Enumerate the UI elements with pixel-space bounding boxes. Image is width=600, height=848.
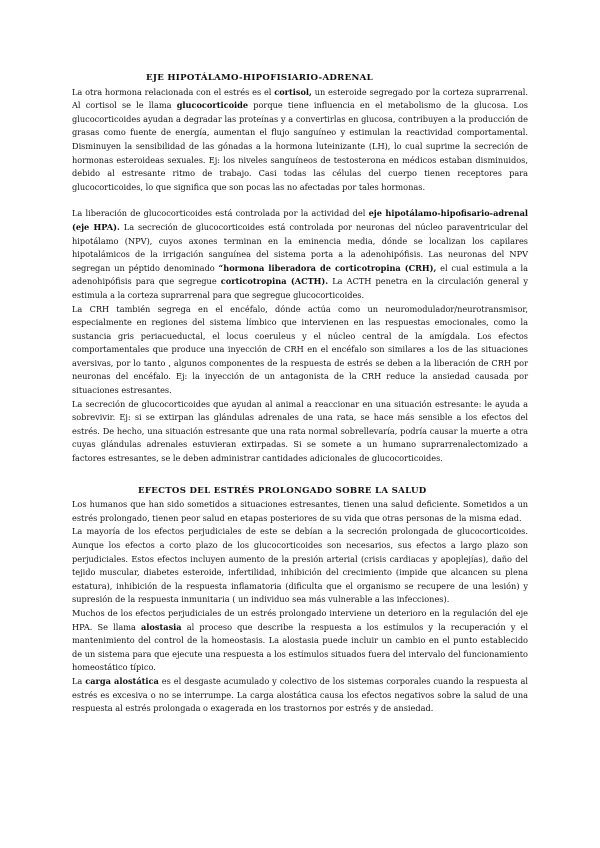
text-run: porque tiene influencia en el metabolismo de la glucosa. Los glucocorticoides ayudan a degradar las proteínas y a convertirlas en glucosa, contribuyen a la producción de grasas como fuente de energía, aumentan el flujo sanguíneo y estimulan la reactividad comportamental. Disminuyen la sensibilidad de las gónadas a la hormona luteinizante (LH), lo cual suprime la secreción de hormonas esteroideas sexuales. Ej: los niveles sanguíneos de testosterona en médicos estaban disminuidos, debido al estresante ritmo de trabajo. Casi todas las células del cuerpo tienen receptores para glucocorticoides, lo que significa que son pocas las no afectadas por tales hormonas. (72, 100, 529, 192)
text-run: es el desgaste acumulado y colectivo de los sistemas corporales cuando la respuesta al estrés es excesiva o no se interrumpe. La carga alostática causa los efectos negativos sobre la salud de una respuesta al estrés prolongada o exagerada en los trastornos por estrés y de ansiedad. (72, 675, 528, 714)
bold-term-acth: corticotropina (ACTH). (220, 276, 329, 287)
text-run: La liberación de glucocorticoides está controlada por la actividad del (72, 208, 369, 219)
paragraph-glucocorticoid-secretion: La secreción de glucocorticoides que ayudan al animal a reaccionar en una situación estresante: le ayuda a sobrevivir. Ej: si se extirpan las glándulas adrenales de una rata, se hace más sensible a los efectos del estrés. De hecho, una situación estresante que una rata normal sobrellevaría, podría causar la muerte a otra cuyas glándulas adrenales estuvieran extirpadas. Si se somete a un humano suprarrenalectomizado a factores estresantes, se le deben administrar cantidades adicionales de glucocorticoides. (72, 398, 528, 464)
paragraph-crh-brain: La CRH también segrega en el encéfalo, dónde actúa como un neuromodulador/neurotransmisor, especialmente en regiones del sistema límbico que intervienen en las respuestas emocionales, como la sustancia gris periacueductal, el locus coeruleus y el núcleo central de la amígdala. Los efectos comportamentales que produce una inyección de CRH en el encéfalo son similares a los de las situaciones aversivas, por lo tanto , algunos componentes de la respuesta de estrés se deben a la liberación de CRH por neuronas del encéfalo. Ej: la inyección de un antagonista de la CRH reduce la ansiedad causada por situaciones estresantes. (72, 303, 528, 396)
bold-term-carga-alostatica: carga alostática (85, 675, 159, 686)
text-run: La ACTH penetra en la circulación general y estimula a la corteza suprarrenal para que segregue glucocorticoides. (72, 276, 529, 300)
paragraph-cortisol (72, 86, 528, 195)
bold-term-cortisol: cortisol, (274, 86, 312, 97)
paragraph-hpa-axis (72, 207, 528, 302)
paragraph-allostatic-load (72, 675, 528, 716)
bold-term-hpa: eje hipotálamo-hipofisario-adrenal (eje HPA). (72, 208, 529, 232)
section-title-hpa: EJE HIPOTÁLAMO-HIPOFISIARIO-ADRENAL (146, 73, 373, 83)
text-run: un esteroide segregado por la corteza suprarrenal. Al cortisol se le llama (72, 86, 528, 111)
paragraph-harmful-effects: La mayoría de los efectos perjudiciales de este se debían a la secreción prolongada de glucocorticoides. Aunque los efectos a corto plazo de los glucocorticoides son necesarios, sus efectos a largo plazo son perjudiciales. Estos efectos incluyen aumento de la presión arterial (crisis cardiacas y apoplejías), daño del tejido muscular, diabetes esteroide, infertilidad, inhibición del crecimiento (impide que alcancen su plena estatura), inhibición de la respuesta inflamatoria (dificulta que el organismo se recupere de una lesión) y supresión de la respuesta inmunitaria ( un individuo sea más vulnerable a las infecciones). (72, 526, 528, 605)
bold-term-alostasia: alostasia (141, 621, 182, 632)
paragraph-humans-stress: Los humanos que han sido sometidos a situaciones estresantes, tienen una salud deficiente. Sometidos a un estrés prolongado, tienen peor salud en etapas posteriores de su vida que otras personas de la misma edad. (72, 499, 528, 523)
paragraph-allostasis (72, 607, 528, 675)
text-run: La (72, 675, 86, 686)
section-title-stress-health: EFECTOS DEL ESTRÉS PROLONGADO SOBRE LA SALUD (138, 485, 427, 496)
text-run: La secreción de glucocorticoides está controlada por neuronas del núcleo paraventricular del hipotálamo (NPV), cuyos axones terminan en la eminencia media, dónde se localizan los capilares hipotalámicos de la irrigación sanguínea del sistema porta a la adenohipófisis. Las neuronas del NPV segregan un péptido denominado (72, 221, 528, 273)
text-run: Muchos de los efectos perjudiciales de un estrés prolongado interviene un deterioro en la regulación del eje HPA. Se llama (72, 607, 528, 632)
bold-term-glucocorticoide: glucocorticoide (176, 100, 249, 111)
document-page (72, 72, 528, 716)
bold-term-crh: “hormona liberadora de corticotropina (CRH), (218, 262, 437, 273)
text-run: al proceso que describe la respuesta a los estímulos y la recuperación y el mantenimiento del control de la homeostasis. La alostasia puede incluir un cambio en el punto establecido de un sistema para que ejecute una respuesta a los estímulos situados fuera del intervalo del funcionamiento homeostático típico. (72, 621, 529, 673)
text-run: La otra hormona relacionada con el estrés es el (72, 86, 275, 97)
text-run: el cual estimula a la adenohipófisis para que segregue (72, 262, 528, 287)
